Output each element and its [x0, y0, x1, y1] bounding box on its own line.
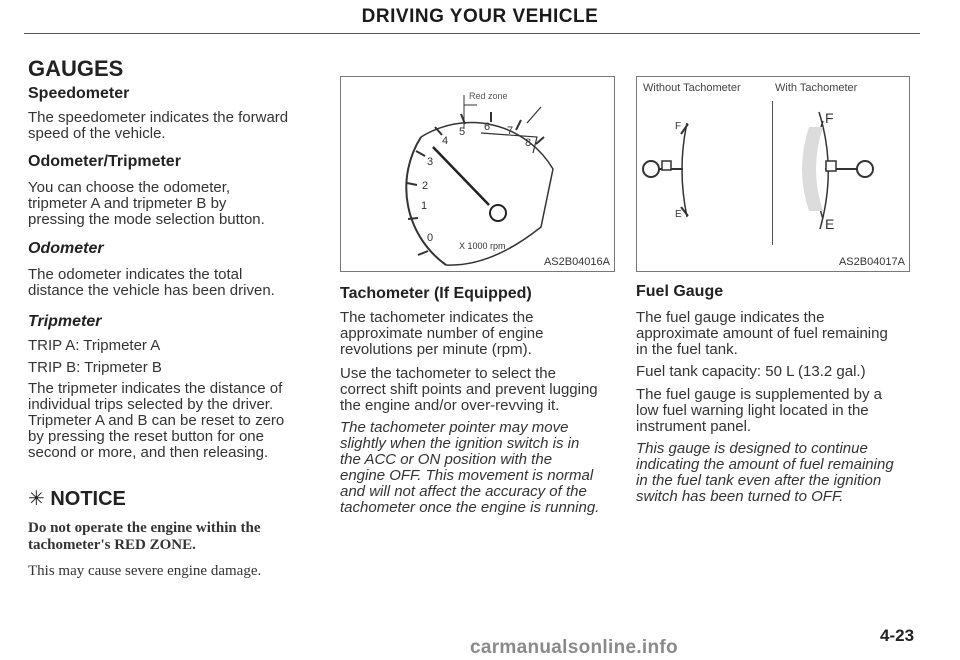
speedometer-text: The speedometer indicates the forward speed of the vehicle. — [28, 109, 289, 142]
fuel-f-label-left: F — [675, 121, 682, 132]
tachometer-figure — [340, 76, 615, 272]
odometer-text: The odometer indicates the total distance the vehicle has been driven. — [28, 266, 275, 299]
trip-a: TRIP A: Tripmeter A — [28, 337, 161, 354]
watermark: carmanualsonline.info — [470, 637, 678, 658]
red-zone-label: Red zone — [469, 91, 508, 101]
odometer-title: Odometer — [28, 240, 104, 257]
tacho-tick-1: 1 — [421, 200, 428, 212]
tacho-tick-5: 5 — [459, 126, 466, 138]
tacho-tick-7: 7 — [507, 125, 514, 137]
tacho-tick-2: 2 — [422, 180, 429, 192]
tacho-tick-4: 4 — [442, 135, 449, 147]
tachometer-text-2: Use the tachometer to select the correct shift points and prevent lugging the engine and/or over-revving it. — [340, 365, 598, 414]
notice-title: NOTICE — [50, 488, 126, 510]
with-tachometer-label: With Tachometer — [775, 82, 858, 94]
notice-bold-text: Do not operate the engine within the tachometer's RED ZONE. — [28, 520, 261, 553]
header-divider — [24, 33, 920, 34]
fuel-figure-code: AS2B04017A — [838, 256, 905, 268]
fuel-gauge-figure — [636, 76, 910, 272]
fuel-gauge-title: Fuel Gauge — [636, 283, 724, 300]
trip-b: TRIP B: Tripmeter B — [28, 359, 162, 376]
page-number: 4-23 — [880, 626, 915, 645]
rpm-unit-label: X 1000 rpm — [459, 241, 506, 251]
page-header: DRIVING YOUR VEHICLE — [361, 6, 599, 27]
gauges-title: GAUGES — [28, 56, 124, 81]
fuel-e-label-right: E — [825, 216, 835, 232]
tripmeter-title: Tripmeter — [28, 313, 102, 330]
tachometer-text-1: The tachometer indicates the approximate number of engine revolutions per minute (rpm). — [340, 309, 544, 358]
tacho-tick-8: 8 — [525, 137, 532, 149]
odometer-tripmeter-title: Odometer/Tripmeter — [28, 153, 181, 170]
fuel-capacity: Fuel tank capacity: 50 L (13.2 gal.) — [636, 363, 866, 380]
fuel-italic-note: This gauge is designed to continue indicating the amount of fuel remaining in the fuel tank even after the ignition switch has been turned to OFF. — [636, 440, 894, 505]
tachometer-title: Tachometer (If Equipped) — [340, 285, 532, 302]
notice-text: This may cause severe engine damage. — [28, 563, 262, 579]
tacho-tick-0: 0 — [427, 232, 434, 244]
tachometer-italic-note: The tachometer pointer may move slightly when the ignition switch is in the ACC or ON position with the engine OFF. This movement is normal and will not affect the accuracy of the tachometer once the engine is running. — [340, 419, 600, 516]
tacho-tick-3: 3 — [427, 156, 434, 168]
tacho-tick-6: 6 — [484, 121, 491, 133]
fuel-e-label-left: E — [675, 209, 682, 220]
without-tachometer-label: Without Tachometer — [643, 82, 741, 94]
figure-divider — [772, 101, 773, 245]
tachometer-figure-code: AS2B04016A — [543, 256, 610, 268]
fuel-text-1: The fuel gauge indicates the approximate amount of fuel remaining in the fuel tank. — [636, 309, 888, 358]
tripmeter-text: The tripmeter indicates the distance of individual trips selected by the driver. Tripmeter A and B can be reset to zero by pressing the reset button for one second or more, and then releasing. — [28, 380, 285, 461]
odometer-tripmeter-text: You can choose the odometer, tripmeter A and tripmeter B by pressing the mode selection button. — [28, 179, 265, 228]
notice-asterisk-icon: ✳ — [28, 488, 45, 510]
speedometer-title: Speedometer — [28, 85, 130, 102]
fuel-gauges-illustration — [637, 77, 909, 271]
fuel-f-label-right: F — [825, 110, 834, 126]
fuel-text-2: The fuel gauge is supplemented by a low fuel warning light located in the instrument panel. — [636, 386, 882, 435]
tachometer-illustration — [341, 77, 614, 271]
notice-heading — [28, 486, 126, 511]
